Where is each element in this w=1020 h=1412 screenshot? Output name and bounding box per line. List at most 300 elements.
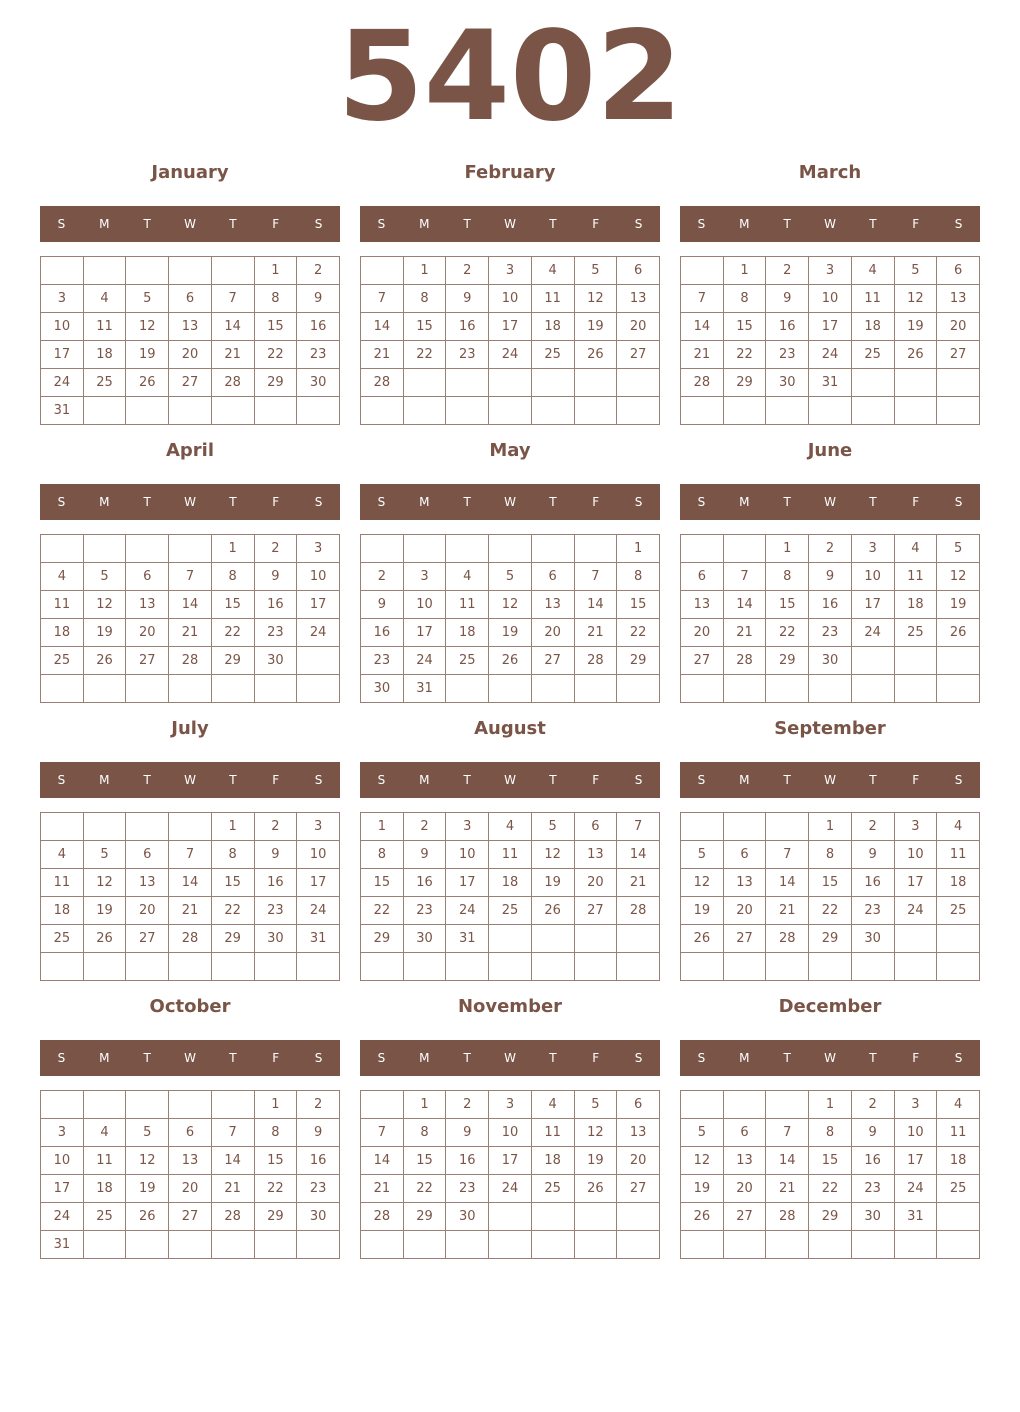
empty-day-cell xyxy=(297,647,340,675)
day-cell: 2 xyxy=(254,813,297,841)
day-cell: 4 xyxy=(489,813,532,841)
week-row xyxy=(681,841,980,869)
day-cell: 24 xyxy=(894,897,937,925)
weekday-label: S xyxy=(314,217,323,231)
day-cell: 15 xyxy=(403,313,446,341)
week-row xyxy=(681,1231,980,1259)
empty-day-cell xyxy=(766,813,809,841)
empty-day-cell xyxy=(489,925,532,953)
empty-day-cell xyxy=(83,953,126,981)
day-cell: 23 xyxy=(297,1175,340,1203)
day-cell: 29 xyxy=(809,1203,852,1231)
weekday-label: S xyxy=(954,773,963,787)
day-cell: 21 xyxy=(169,619,212,647)
weekday-label: M xyxy=(419,217,430,231)
empty-day-cell xyxy=(361,953,404,981)
weekday-label: T xyxy=(143,217,151,231)
day-cell: 14 xyxy=(617,841,660,869)
day-cell: 16 xyxy=(809,591,852,619)
day-cell: 20 xyxy=(574,869,617,897)
week-row xyxy=(681,675,980,703)
empty-day-cell xyxy=(361,397,404,425)
week-row xyxy=(361,535,660,563)
weekday-label: M xyxy=(739,217,750,231)
week-row xyxy=(41,1091,340,1119)
day-cell: 12 xyxy=(681,869,724,897)
day-cell: 2 xyxy=(446,1091,489,1119)
day-cell: 12 xyxy=(126,313,169,341)
week-row xyxy=(681,313,980,341)
weekday-label: T xyxy=(549,1051,557,1065)
day-cell: 9 xyxy=(446,285,489,313)
day-cell: 5 xyxy=(894,257,937,285)
day-cell: 13 xyxy=(531,591,574,619)
day-cell: 22 xyxy=(723,341,766,369)
empty-day-cell xyxy=(617,953,660,981)
day-cell: 27 xyxy=(617,341,660,369)
weekday-label: S xyxy=(697,217,706,231)
day-cell: 25 xyxy=(83,369,126,397)
weekday-label: W xyxy=(824,495,836,509)
empty-day-cell xyxy=(126,257,169,285)
day-cell: 6 xyxy=(617,1091,660,1119)
day-cell: 5 xyxy=(574,257,617,285)
week-row xyxy=(41,563,340,591)
empty-day-cell xyxy=(574,369,617,397)
empty-day-cell xyxy=(723,535,766,563)
day-cell: 22 xyxy=(254,1175,297,1203)
day-cell: 21 xyxy=(169,897,212,925)
day-cell: 21 xyxy=(766,897,809,925)
day-cell: 2 xyxy=(297,1091,340,1119)
day-cell: 3 xyxy=(809,257,852,285)
day-cell: 28 xyxy=(723,647,766,675)
day-cell: 10 xyxy=(297,563,340,591)
day-cell: 27 xyxy=(531,647,574,675)
empty-day-cell xyxy=(894,397,937,425)
day-cell: 9 xyxy=(254,841,297,869)
day-cell: 9 xyxy=(297,1119,340,1147)
day-cell: 21 xyxy=(723,619,766,647)
day-cell: 27 xyxy=(723,1203,766,1231)
day-cell: 2 xyxy=(254,535,297,563)
day-cell: 25 xyxy=(446,647,489,675)
day-cell: 12 xyxy=(937,563,980,591)
weekday-label: S xyxy=(954,1051,963,1065)
weekday-label: T xyxy=(463,773,471,787)
day-cell: 3 xyxy=(403,563,446,591)
day-cell: 10 xyxy=(894,841,937,869)
empty-day-cell xyxy=(169,953,212,981)
day-cell: 11 xyxy=(937,841,980,869)
month-name: July xyxy=(171,718,209,739)
day-cell: 7 xyxy=(617,813,660,841)
day-cell: 21 xyxy=(211,1175,254,1203)
day-cell: 19 xyxy=(574,1147,617,1175)
day-cell: 9 xyxy=(297,285,340,313)
empty-day-cell xyxy=(617,925,660,953)
weekday-label: S xyxy=(954,495,963,509)
day-cell: 16 xyxy=(403,869,446,897)
empty-day-cell xyxy=(766,1231,809,1259)
empty-day-cell xyxy=(937,369,980,397)
empty-day-cell xyxy=(681,675,724,703)
empty-day-cell xyxy=(169,813,212,841)
day-cell: 8 xyxy=(254,285,297,313)
day-cell: 15 xyxy=(617,591,660,619)
week-row xyxy=(41,813,340,841)
empty-day-cell xyxy=(211,1231,254,1259)
empty-day-cell xyxy=(851,675,894,703)
day-cell: 28 xyxy=(766,925,809,953)
empty-day-cell xyxy=(617,369,660,397)
weekday-label: F xyxy=(912,773,920,787)
day-cell: 20 xyxy=(617,1147,660,1175)
weekday-label: F xyxy=(912,217,920,231)
empty-day-cell xyxy=(723,953,766,981)
empty-day-cell xyxy=(937,1231,980,1259)
day-cell: 19 xyxy=(489,619,532,647)
day-cell: 30 xyxy=(809,647,852,675)
empty-day-cell xyxy=(894,647,937,675)
weekday-label: M xyxy=(99,1051,110,1065)
weekday-label: T xyxy=(463,495,471,509)
day-cell: 5 xyxy=(126,1119,169,1147)
day-cell: 13 xyxy=(937,285,980,313)
empty-day-cell xyxy=(766,1091,809,1119)
empty-day-cell xyxy=(489,675,532,703)
day-cell: 4 xyxy=(937,1091,980,1119)
week-row xyxy=(361,1091,660,1119)
day-cell: 29 xyxy=(254,1203,297,1231)
weekday-label: T xyxy=(549,773,557,787)
week-row xyxy=(361,1203,660,1231)
weekday-label: W xyxy=(504,1051,516,1065)
day-cell: 14 xyxy=(766,1147,809,1175)
weekday-label: S xyxy=(57,495,66,509)
empty-day-cell xyxy=(446,369,489,397)
empty-day-cell xyxy=(41,1091,84,1119)
week-row xyxy=(361,591,660,619)
day-cell: 23 xyxy=(851,1175,894,1203)
weekday-label: W xyxy=(504,217,516,231)
day-cell: 20 xyxy=(681,619,724,647)
week-row xyxy=(361,953,660,981)
day-cell: 31 xyxy=(297,925,340,953)
day-cell: 29 xyxy=(403,1203,446,1231)
weekday-label: T xyxy=(463,217,471,231)
weekday-label: S xyxy=(57,1051,66,1065)
day-cell: 4 xyxy=(531,1091,574,1119)
weekday-label: F xyxy=(272,495,280,509)
empty-day-cell xyxy=(126,397,169,425)
empty-day-cell xyxy=(126,1091,169,1119)
month-name: April xyxy=(165,440,215,461)
empty-day-cell xyxy=(894,925,937,953)
day-cell: 4 xyxy=(446,563,489,591)
day-cell: 17 xyxy=(894,1147,937,1175)
empty-day-cell xyxy=(574,1203,617,1231)
week-row xyxy=(361,1231,660,1259)
empty-day-cell xyxy=(254,675,297,703)
day-cell: 30 xyxy=(403,925,446,953)
week-row xyxy=(41,925,340,953)
day-cell: 22 xyxy=(211,619,254,647)
empty-day-cell xyxy=(403,953,446,981)
empty-day-cell xyxy=(723,813,766,841)
day-cell: 6 xyxy=(126,841,169,869)
weekday-label: T xyxy=(869,773,877,787)
day-cell: 11 xyxy=(531,285,574,313)
empty-day-cell xyxy=(937,1203,980,1231)
day-cell: 13 xyxy=(681,591,724,619)
empty-day-cell xyxy=(169,1231,212,1259)
day-cell: 19 xyxy=(937,591,980,619)
day-cell: 24 xyxy=(446,897,489,925)
day-cell: 18 xyxy=(446,619,489,647)
month-name: June xyxy=(807,440,853,461)
empty-day-cell xyxy=(41,257,84,285)
day-cell: 2 xyxy=(851,1091,894,1119)
empty-day-cell xyxy=(574,535,617,563)
day-cell: 27 xyxy=(169,1203,212,1231)
day-cell: 11 xyxy=(851,285,894,313)
day-cell: 2 xyxy=(403,813,446,841)
empty-day-cell xyxy=(531,369,574,397)
day-cell: 10 xyxy=(297,841,340,869)
empty-day-cell xyxy=(403,397,446,425)
day-cell: 27 xyxy=(574,897,617,925)
day-cell: 18 xyxy=(489,869,532,897)
weekday-label: M xyxy=(99,495,110,509)
day-cell: 29 xyxy=(617,647,660,675)
day-cell: 19 xyxy=(126,341,169,369)
empty-day-cell xyxy=(809,397,852,425)
day-cell: 12 xyxy=(574,285,617,313)
day-cell: 26 xyxy=(489,647,532,675)
day-cell: 29 xyxy=(809,925,852,953)
day-cell: 18 xyxy=(851,313,894,341)
day-cell: 18 xyxy=(531,313,574,341)
weekday-label: F xyxy=(592,1051,600,1065)
week-row xyxy=(681,1203,980,1231)
day-cell: 5 xyxy=(681,841,724,869)
day-cell: 7 xyxy=(361,285,404,313)
weekday-label: W xyxy=(184,1051,196,1065)
day-cell: 7 xyxy=(169,841,212,869)
weekday-label: T xyxy=(229,1051,237,1065)
empty-day-cell xyxy=(126,535,169,563)
week-row xyxy=(361,1119,660,1147)
day-cell: 23 xyxy=(766,341,809,369)
weekday-label: T xyxy=(783,1051,791,1065)
day-grid xyxy=(40,1090,340,1259)
day-cell: 3 xyxy=(894,1091,937,1119)
empty-day-cell xyxy=(531,535,574,563)
weekday-label: S xyxy=(634,495,643,509)
week-row xyxy=(681,1147,980,1175)
empty-day-cell xyxy=(83,675,126,703)
day-cell: 18 xyxy=(41,619,84,647)
empty-day-cell xyxy=(574,953,617,981)
day-cell: 16 xyxy=(361,619,404,647)
day-cell: 26 xyxy=(574,341,617,369)
day-cell: 13 xyxy=(574,841,617,869)
week-row xyxy=(361,313,660,341)
day-cell: 15 xyxy=(723,313,766,341)
day-cell: 7 xyxy=(211,1119,254,1147)
empty-day-cell xyxy=(403,369,446,397)
weekday-header xyxy=(680,484,980,520)
day-grid xyxy=(40,256,340,425)
day-cell: 13 xyxy=(126,591,169,619)
week-row xyxy=(41,285,340,313)
weekday-label: T xyxy=(549,217,557,231)
day-grid xyxy=(360,534,660,703)
empty-day-cell xyxy=(254,397,297,425)
day-cell: 13 xyxy=(126,869,169,897)
day-cell: 3 xyxy=(41,1119,84,1147)
day-cell: 4 xyxy=(851,257,894,285)
empty-day-cell xyxy=(574,925,617,953)
day-cell: 4 xyxy=(41,563,84,591)
day-cell: 21 xyxy=(617,869,660,897)
day-cell: 14 xyxy=(361,1147,404,1175)
day-cell: 26 xyxy=(126,1203,169,1231)
day-cell: 12 xyxy=(894,285,937,313)
day-cell: 2 xyxy=(297,257,340,285)
day-cell: 30 xyxy=(851,1203,894,1231)
weekday-label: S xyxy=(634,1051,643,1065)
week-row xyxy=(41,1119,340,1147)
empty-day-cell xyxy=(681,1231,724,1259)
day-cell: 25 xyxy=(41,925,84,953)
day-cell: 25 xyxy=(531,341,574,369)
weekday-label: S xyxy=(314,773,323,787)
empty-day-cell xyxy=(681,535,724,563)
week-row xyxy=(681,397,980,425)
day-cell: 18 xyxy=(83,341,126,369)
empty-day-cell xyxy=(574,675,617,703)
empty-day-cell xyxy=(723,397,766,425)
week-row xyxy=(681,257,980,285)
day-cell: 17 xyxy=(297,869,340,897)
week-row xyxy=(681,619,980,647)
day-cell: 5 xyxy=(83,841,126,869)
day-cell: 24 xyxy=(297,897,340,925)
weekday-label: W xyxy=(184,495,196,509)
day-cell: 1 xyxy=(766,535,809,563)
day-cell: 26 xyxy=(681,925,724,953)
day-cell: 17 xyxy=(41,1175,84,1203)
empty-day-cell xyxy=(766,675,809,703)
month-name: May xyxy=(489,440,531,461)
weekday-label: F xyxy=(912,1051,920,1065)
day-cell: 10 xyxy=(41,313,84,341)
day-cell: 25 xyxy=(489,897,532,925)
empty-day-cell xyxy=(574,1231,617,1259)
day-cell: 1 xyxy=(254,257,297,285)
week-row xyxy=(681,647,980,675)
day-cell: 21 xyxy=(211,341,254,369)
day-cell: 20 xyxy=(937,313,980,341)
empty-day-cell xyxy=(723,1231,766,1259)
weekday-label: M xyxy=(99,773,110,787)
day-cell: 30 xyxy=(297,1203,340,1231)
empty-day-cell xyxy=(297,953,340,981)
empty-day-cell xyxy=(41,675,84,703)
day-cell: 22 xyxy=(809,1175,852,1203)
day-cell: 31 xyxy=(894,1203,937,1231)
empty-day-cell xyxy=(83,397,126,425)
empty-day-cell xyxy=(169,397,212,425)
day-cell: 2 xyxy=(851,813,894,841)
empty-day-cell xyxy=(41,535,84,563)
day-cell: 25 xyxy=(937,897,980,925)
weekday-label: T xyxy=(783,773,791,787)
day-grid xyxy=(680,256,980,425)
day-cell: 8 xyxy=(361,841,404,869)
day-cell: 5 xyxy=(489,563,532,591)
empty-day-cell xyxy=(41,813,84,841)
weekday-header xyxy=(360,1040,660,1076)
day-cell: 4 xyxy=(894,535,937,563)
day-cell: 1 xyxy=(403,257,446,285)
empty-day-cell xyxy=(169,535,212,563)
day-cell: 29 xyxy=(766,647,809,675)
day-cell: 21 xyxy=(681,341,724,369)
day-cell: 9 xyxy=(446,1119,489,1147)
day-cell: 13 xyxy=(723,1147,766,1175)
day-cell: 15 xyxy=(254,1147,297,1175)
week-row xyxy=(41,591,340,619)
day-cell: 17 xyxy=(809,313,852,341)
empty-day-cell xyxy=(937,397,980,425)
day-cell: 10 xyxy=(446,841,489,869)
week-row xyxy=(361,563,660,591)
empty-day-cell xyxy=(531,397,574,425)
day-cell: 5 xyxy=(126,285,169,313)
day-cell: 2 xyxy=(766,257,809,285)
day-cell: 26 xyxy=(681,1203,724,1231)
day-cell: 16 xyxy=(446,313,489,341)
day-cell: 5 xyxy=(83,563,126,591)
day-cell: 30 xyxy=(254,925,297,953)
week-row xyxy=(361,341,660,369)
empty-day-cell xyxy=(809,675,852,703)
empty-day-cell xyxy=(211,953,254,981)
day-grid xyxy=(40,812,340,981)
day-cell: 8 xyxy=(809,841,852,869)
weekday-header xyxy=(360,484,660,520)
weekday-label: M xyxy=(739,495,750,509)
empty-day-cell xyxy=(937,925,980,953)
week-row xyxy=(41,869,340,897)
empty-day-cell xyxy=(211,257,254,285)
day-cell: 6 xyxy=(169,285,212,313)
day-cell: 26 xyxy=(937,619,980,647)
day-cell: 30 xyxy=(446,1203,489,1231)
day-cell: 20 xyxy=(169,341,212,369)
day-cell: 24 xyxy=(403,647,446,675)
empty-day-cell xyxy=(681,813,724,841)
weekday-label: S xyxy=(697,773,706,787)
weekday-label: T xyxy=(869,1051,877,1065)
day-cell: 9 xyxy=(361,591,404,619)
day-cell: 3 xyxy=(894,813,937,841)
day-cell: 9 xyxy=(254,563,297,591)
day-cell: 24 xyxy=(894,1175,937,1203)
